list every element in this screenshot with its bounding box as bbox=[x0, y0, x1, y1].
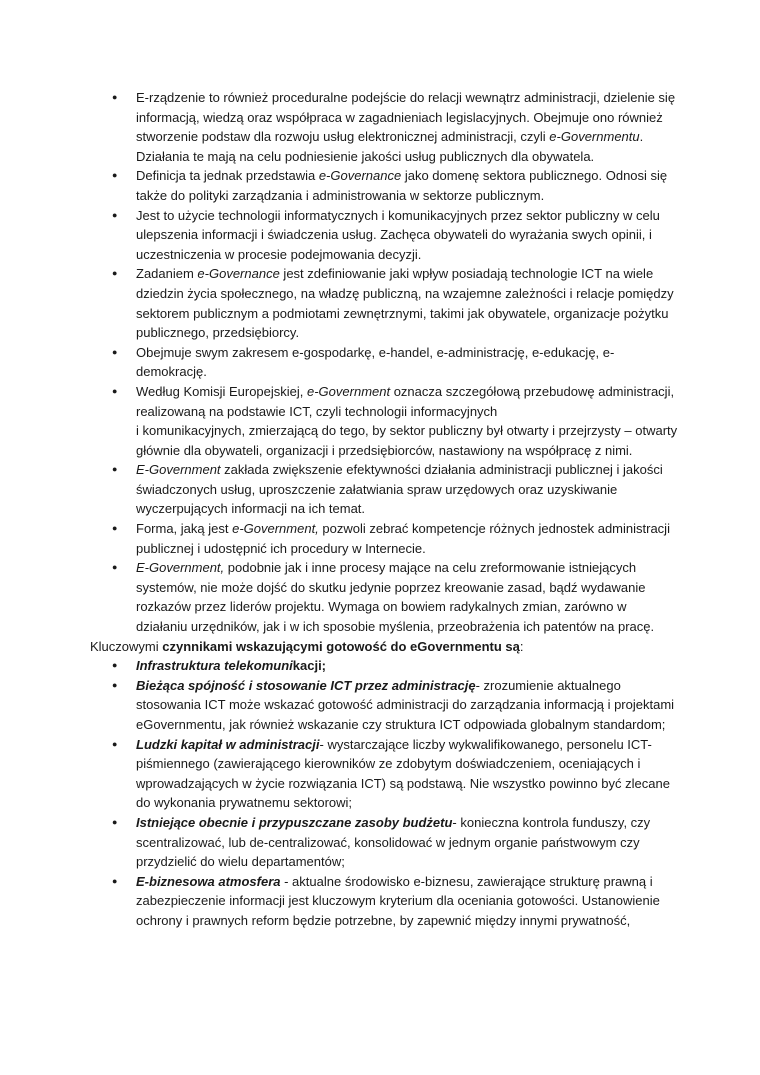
text-run: oznacza szczegółową przebudowę administracji, realizowaną na podstawie ICT, czyli technologii informacyjnych i komunikacyjnych, zmierzającą do tego, by sektor publiczny był otwarty i przejrzysty – otwarty głównie dla obywateli, organizacji i przedsiębiorców, nastawiony na współpracę z nimi. bbox=[136, 383, 678, 458]
text-run: Definicja ta jednak przedstawia bbox=[136, 168, 319, 184]
text-run: . Działania te mają na celu podniesienie jakości usług publicznych dla obywatela. bbox=[136, 129, 644, 164]
italic-term: e-Governance bbox=[197, 266, 280, 282]
text-run: Zadaniem bbox=[136, 266, 198, 282]
text-run: E-rządzenie to również proceduralne podejście do relacji wewnątrz administracji, dzielenie się informacją, wiedzą oraz współpraca w zagadnieniach legislacyjnych. Obejmuje ono również stworzenie podstaw dla rozwoju usług elektronicznej administracji, czyli bbox=[136, 90, 676, 145]
italic-term: E-Government bbox=[136, 462, 221, 478]
page-content bbox=[90, 88, 680, 931]
text-run: Jest to użycie technologii informatycznych i komunikacyjnych przez sektor publiczny w celu ulepszenia informacji i świadczenia usług. Zachęca obywateli do wyrażania swych opinii, i uczestniczenia w procesie podejmowania decyzji. bbox=[136, 207, 660, 262]
text-run: Kluczowymi bbox=[90, 638, 163, 654]
text-run: - zrozumienie aktualnego stosowania ICT może wskazać gotowość administracji do zarządzania informacją i projektami eGovernmentu, jak również wskazanie czy struktura ICT odpowiada globalnym standardom; bbox=[136, 677, 675, 732]
bold-italic-term: Bieżąca spójność i stosowanie ICT przez administrację bbox=[136, 677, 476, 693]
text-run: Według Komisji Europejskiej, bbox=[136, 383, 307, 399]
bullet-item bbox=[90, 676, 680, 735]
bold-text: kacji; bbox=[292, 658, 327, 674]
italic-term: E-Government, bbox=[136, 560, 225, 576]
text-run: Obejmuje swym zakresem e-gospodarkę, e-handel, e-administrację, e-edukację, e-demokrację. bbox=[136, 344, 615, 380]
bold-italic-term: Infrastruktura telekomuni bbox=[136, 658, 293, 674]
text-run: pozwoli zebrać kompetencje różnych jednostek administracji publicznej i udostępnić ich procedury w Internecie. bbox=[136, 521, 670, 556]
bullet-item bbox=[90, 264, 680, 342]
italic-term: e-Government, bbox=[232, 521, 319, 537]
bullet-item bbox=[90, 166, 680, 205]
bullet-item bbox=[90, 558, 680, 636]
text-run: - konieczna kontrola funduszy, czy scentralizować, lub de-centralizować, konsolidować w jednym organie państwowym czy przydzielić do wielu departamentów; bbox=[136, 814, 651, 870]
bullet-item bbox=[90, 343, 680, 382]
bold-text: czynnikami wskazującymi gotowość do eGovernmentu są bbox=[162, 638, 520, 654]
text-run: - aktualne środowisko e-biznesu, zawierające strukturę prawną i zabezpieczenie informacji jest kluczowym kryterium dla oceniania gotowości. Ustanowienie ochrony i prawnych reform będzie potrzebne, by zapewnić między innymi prywatność, bbox=[136, 873, 660, 928]
bullet-item bbox=[90, 206, 680, 265]
italic-term: e-Government bbox=[307, 383, 391, 399]
factors-intro-paragraph bbox=[90, 637, 680, 657]
bullet-item bbox=[90, 519, 680, 558]
text-run: zakłada zwiększenie efektywności działania administracji publicznej i jakości świadczonych usług, uproszczenie załatwiania spraw urzędowych oraz uzyskiwanie wyczerpujących informacji na ich temat. bbox=[136, 462, 663, 517]
text-run: Forma, jaką jest bbox=[136, 521, 233, 537]
bold-italic-term: Ludzki kapitał w administracji bbox=[136, 736, 320, 752]
bullet-item bbox=[90, 735, 680, 813]
bold-italic-term: E-biznesowa atmosfera bbox=[136, 873, 281, 889]
bullet-item bbox=[90, 88, 680, 166]
bold-italic-term: Istniejące obecnie i przypuszczane zasoby budżetu bbox=[136, 814, 453, 830]
text-run: jako domenę sektora publicznego. Odnosi się także do polityki zarządzania i administrowania w sektorze publicznym. bbox=[136, 168, 668, 203]
bullet-item bbox=[90, 460, 680, 519]
readiness-factors-list bbox=[90, 656, 680, 930]
italic-term: e-Governance bbox=[318, 168, 402, 184]
text-run: jest zdefiniowanie jaki wpływ posiadają technologie ICT na wiele dziedzin życia społecznego, na władzę publiczną, na wzajemne zależności i relacje pomiędzy sektorem publicznym a podmiotami zewnętrznymi, takimi jak obywatele, organizacje pożytku publicznego, przedsiębiorcy. bbox=[136, 266, 674, 341]
bullet-item bbox=[90, 382, 680, 460]
bullet-item bbox=[90, 872, 680, 931]
text-run: : bbox=[519, 638, 524, 654]
italic-term: e-Governmentu bbox=[549, 129, 640, 145]
text-run: podobnie jak i inne procesy mające na celu zreformowanie istniejących systemów, nie może dojść do skutku jedynie poprzez kreowanie zasad, bądź wydawanie rozkazów przez liderów projektu. Wymaga on bowiem radykalnych zmian, zarówno w działaniu urzędników, jak i w ich sposobie myślenia, przeobrażenia ich patentów na pracę. bbox=[136, 560, 655, 635]
bullet-item bbox=[90, 656, 680, 676]
egov-definition-list bbox=[90, 88, 680, 637]
bullet-item bbox=[90, 813, 680, 872]
text-run: - wystarczające liczby wykwalifikowanego, personelu ICT-piśmiennego (zawierającego kierowników ze zdobytym doświadczeniem, oceniających i wprowadzających w życie rozwiązania ICT) są podstawą. Nie wszystko powinno być zlecane do wykonania prywatnemu sektorowi; bbox=[136, 736, 670, 811]
